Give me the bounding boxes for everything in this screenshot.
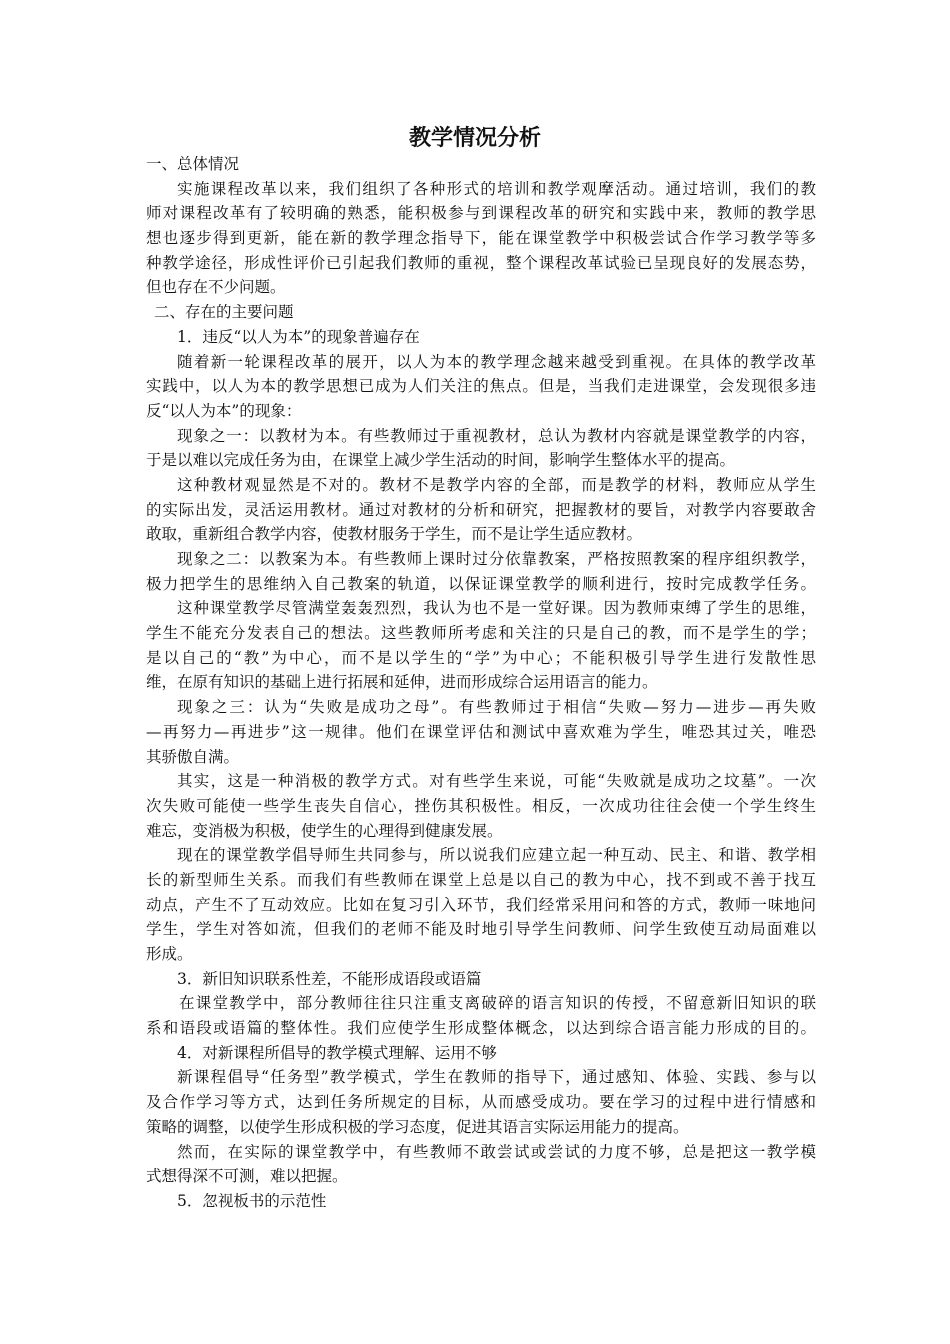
text-line: 其骄傲自满。 xyxy=(146,747,240,766)
text-line: 5．忽视板书的示范性 xyxy=(177,1191,327,1210)
text-line: 实施课程改革以来，我们组织了各种形式的培训和教学观摩活动。通过培训，我们的教 xyxy=(177,179,816,198)
document-title: 教学情况分析 xyxy=(408,126,541,151)
text-line: 策略的调整，以使学生形成积极的学习态度，促进其语言实际运用能力的提高。 xyxy=(146,1117,689,1136)
text-line: 学生，学生对答如流，但我们的老师不能及时地引导学生问教师、问学生致使互动局面难以 xyxy=(146,920,816,939)
text-line: 师对课程改革有了较明确的熟悉，能积极参与到课程改革的研究和实践中来，教师的教学思 xyxy=(146,204,816,223)
text-line: 现象之二：以教案为本。有些教师上课时过分依靠教案，严格按照教案的程序组织教学， xyxy=(177,550,816,568)
text-line: 这种课堂教学尽管满堂轰轰烈烈，我认为也不是一堂好课。因为教师束缚了学生的思维， xyxy=(177,599,816,618)
text-line: 难忘，变消极为积极，使学生的心理得到健康发展。 xyxy=(146,821,503,840)
text-line: 然而，在实际的课堂教学中，有些教师不敢尝试或尝试的力度不够，总是把这一教学模 xyxy=(177,1142,816,1161)
text-line: 的实际出发，灵活运用教材。通过对教材的分析和研究，把握教材的要旨，对教学内容要敢舍 xyxy=(146,500,816,519)
text-line: 式想得深不可测，难以把握。 xyxy=(146,1167,348,1186)
text-line: 于是以难以完成任务为由，在课堂上减少学生活动的时间，影响学生整体水平的提高。 xyxy=(146,451,736,470)
text-line: 实践中，以人为本的教学思想已成为人们关注的焦点。但是，当我们走进课堂，会发现很多违 xyxy=(146,377,816,396)
text-line: 形成。 xyxy=(146,945,193,963)
text-line: 但也存在不少问题。 xyxy=(146,278,286,297)
text-line: 二、存在的主要问题 xyxy=(154,303,294,322)
text-line: —再努力—再进步”这一规律。他们在课堂评估和测试中喜欢难为学生，唯恐其过关，唯恐 xyxy=(146,722,816,741)
document-body xyxy=(146,152,816,1214)
text-line: 动点，产生不了互动效应。比如在复习引入环节，我们经常采用问和答的方式，教师一味地问 xyxy=(146,895,816,914)
text-line: 种教学途径，形成性评价已引起我们教师的重视，整个课程改革试验已呈现良好的发展态势， xyxy=(146,253,816,272)
text-line: 系和语段或语篇的整体性。我们应使学生形成整体概念，以达到综合语言能力形成的目的。 xyxy=(146,1019,816,1038)
text-line: 3．新旧知识联系性差，不能形成语段或语篇 xyxy=(177,969,482,988)
text-line: 新课程倡导“任务型”教学模式，学生在教师的指导下，通过感知、体验、实践、参与以 xyxy=(177,1068,816,1087)
text-line: 敢取，重新组合教学内容，使教材服务于学生，而不是让学生适应教材。 xyxy=(146,525,643,544)
text-line: 次失败可能使一些学生丧失自信心，挫伤其积极性。相反，一次成功往往会使一个学生终生 xyxy=(146,796,816,815)
text-line: 及合作学习等方式，达到任务所规定的目标，从而感受成功。要在学习的过程中进行情感和 xyxy=(146,1093,816,1112)
text-line: 学生不能充分发表自己的想法。这些教师所考虑和关注的只是自己的教，而不是学生的学； xyxy=(146,624,816,643)
text-line: 长的新型师生关系。而我们有些教师在课堂上总是以自己的教为中心，找不到或不善于找互 xyxy=(146,870,816,889)
text-line: 这种教材观显然是不对的。教材不是教学内容的全部，而是教学的材料，教师应从学生 xyxy=(177,475,816,494)
text-line: 4．对新课程所倡导的教学模式理解、运用不够 xyxy=(177,1043,497,1062)
text-line: 一、总体情况 xyxy=(146,155,240,173)
text-line: 在课堂教学中，部分教师往往只注重支离破碎的语言知识的传授，不留意新旧知识的联 xyxy=(179,994,816,1013)
text-line: 想也逐步得到更新，能在新的教学理念指导下，能在课堂教学中积极尝试合作学习教学等多 xyxy=(146,229,816,248)
text-line: 极力把学生的思维纳入自己教案的轨道，以保证课堂教学的顺利进行，按时完成教学任务。 xyxy=(146,574,816,593)
text-line: 现象之一：以教材为本。有些教师过于重视教材，总认为教材内容就是课堂教学的内容， xyxy=(177,426,816,445)
text-line: 随着新一轮课程改革的展开，以人为本的教学理念越来越受到重视。在具体的教学改革 xyxy=(177,352,816,371)
text-line: 其实，这是一种消极的教学方式。对有些学生来说，可能“失败就是成功之坟墓”。一次 xyxy=(177,772,816,791)
text-line: 是以自己的“教”为中心，而不是以学生的“学”为中心；不能积极引导学生进行发散性思 xyxy=(146,648,816,667)
text-line: 1．违反“以人为本”的现象普遍存在 xyxy=(177,327,420,346)
text-line: 反“以人为本”的现象： xyxy=(146,401,302,420)
text-line: 现象之三：认为“失败是成功之母”。有些教师过于相信“失败—努力—进步—再失败 xyxy=(177,698,816,717)
text-line: 现在的课堂教学倡导师生共同参与，所以说我们应建立起一种互动、民主、和谐、教学相 xyxy=(177,846,816,865)
text-line: 维，在原有知识的基础上进行拓展和延伸，进而形成综合运用语言的能力。 xyxy=(146,673,658,692)
